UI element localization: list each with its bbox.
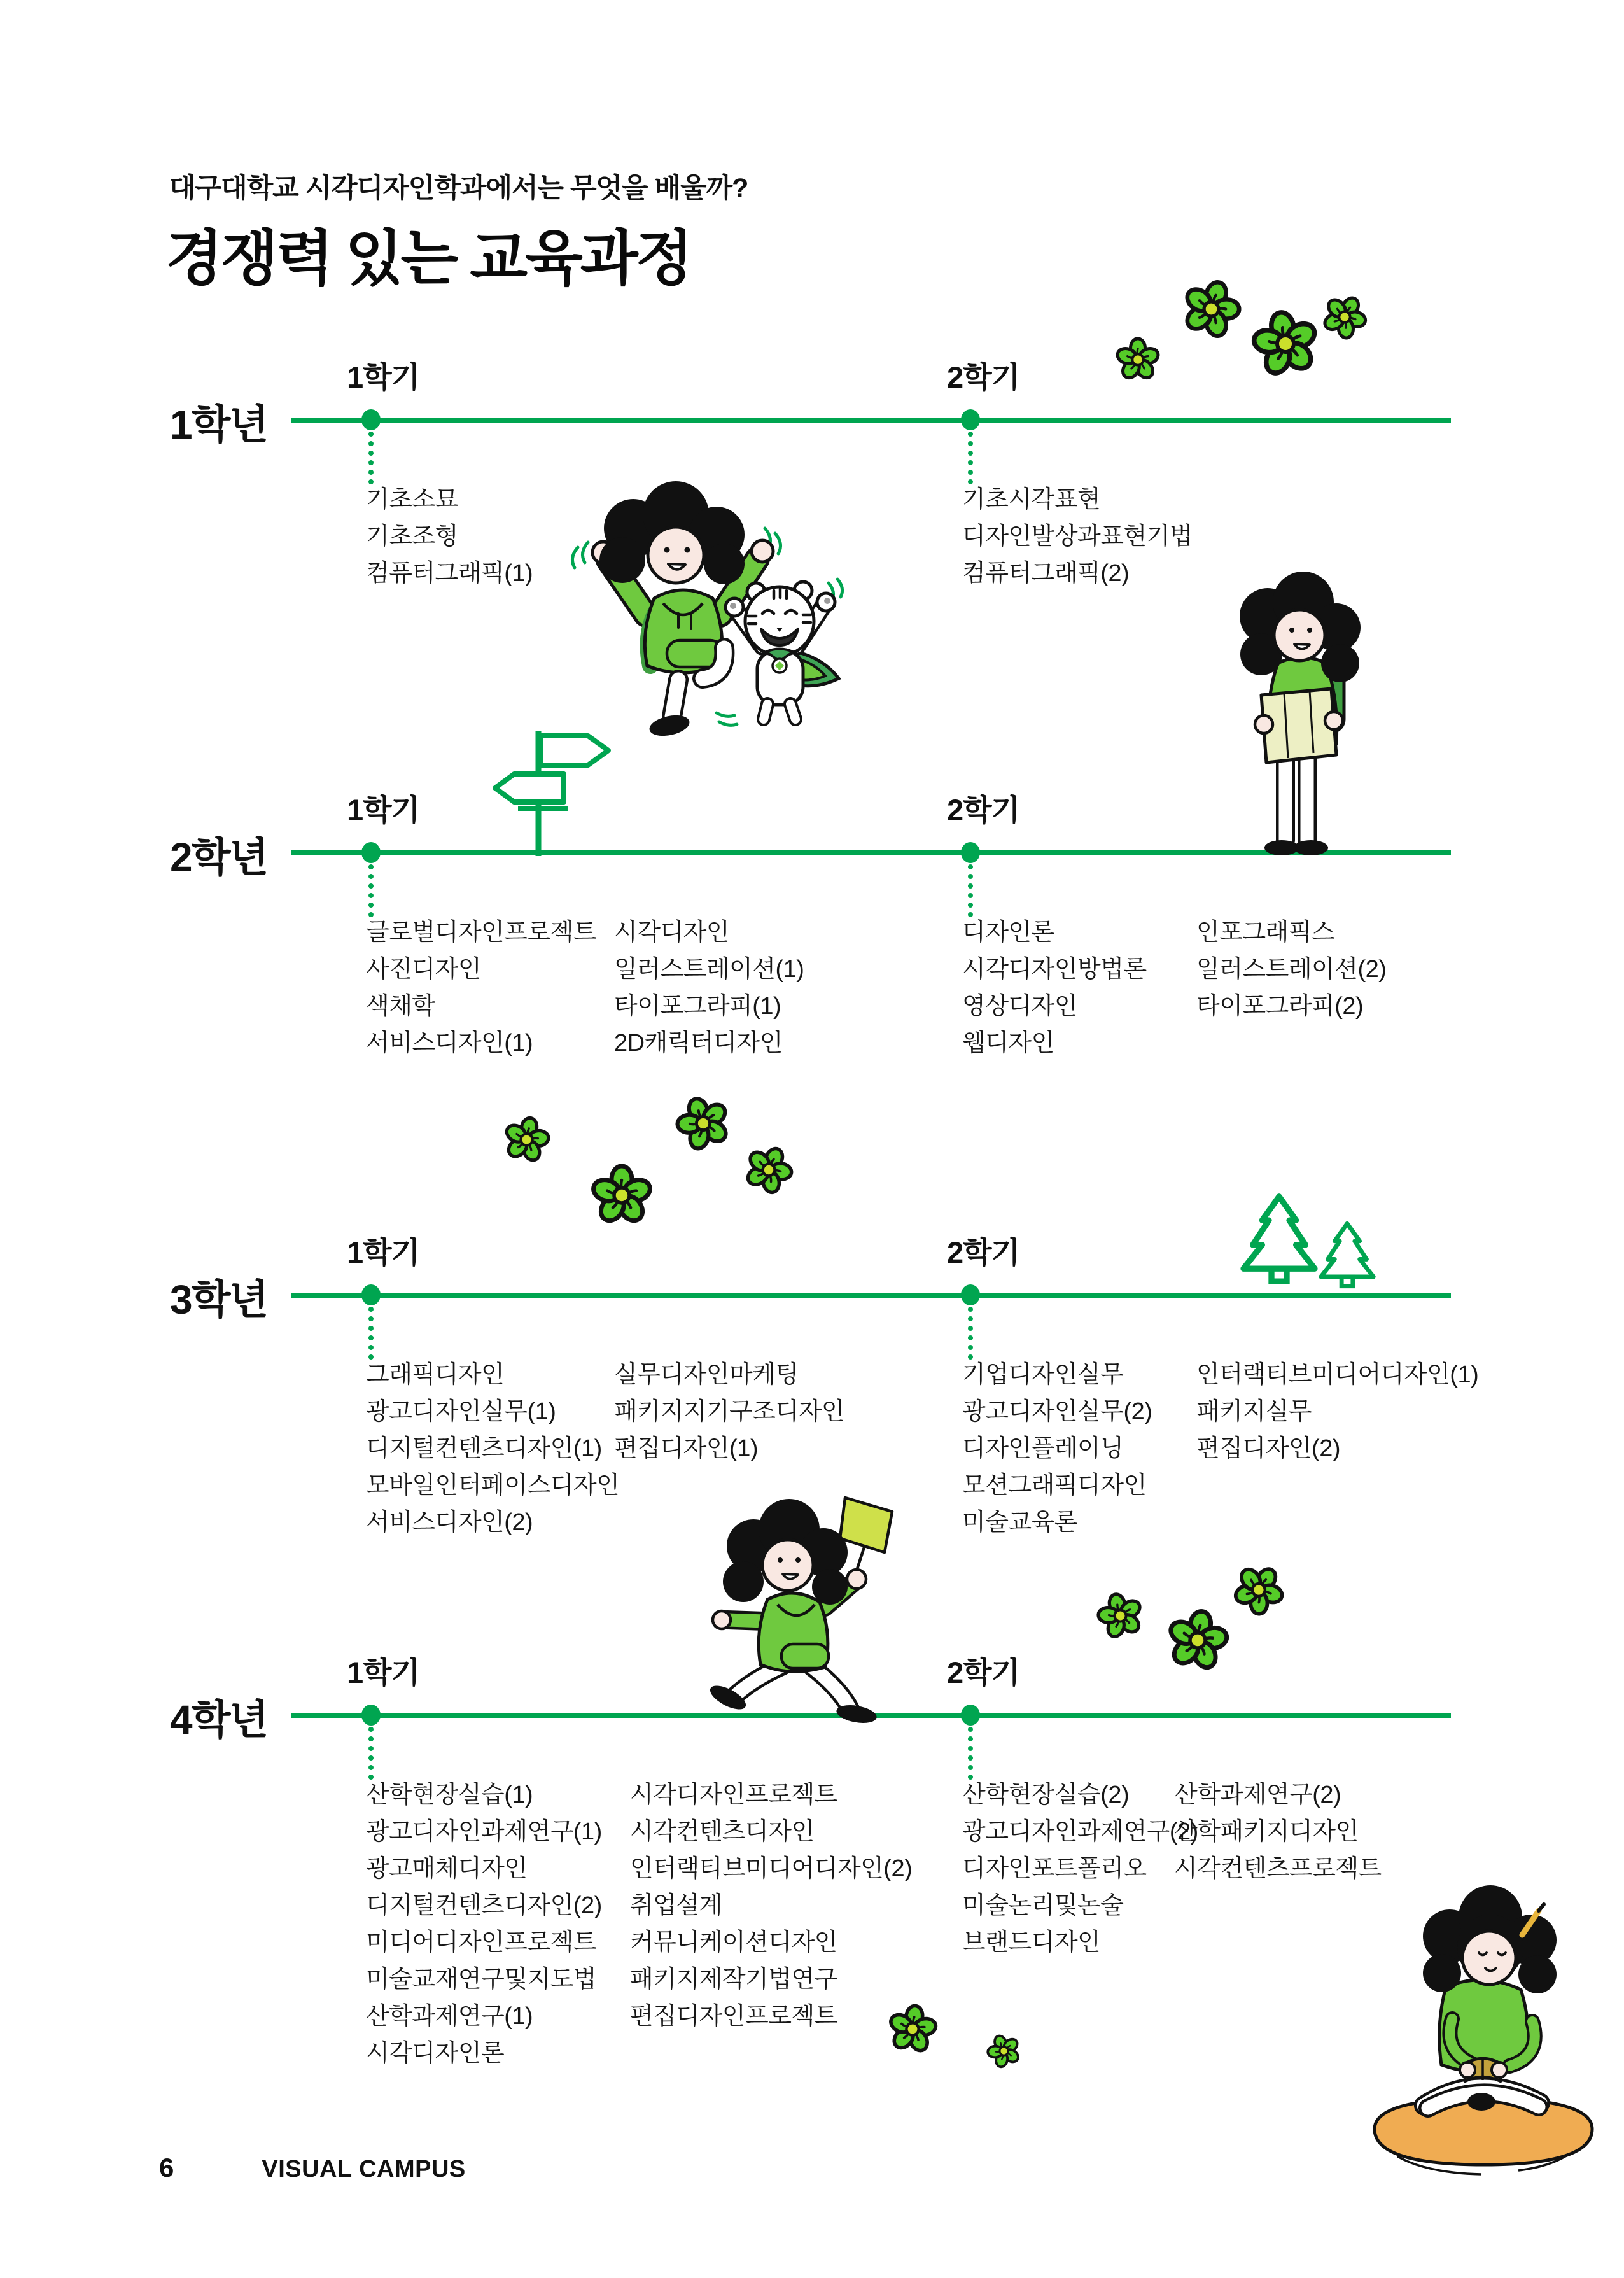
course-list (614, 914, 804, 1062)
tiger-mascot (725, 582, 839, 719)
semester-label: 2학기 (947, 360, 1019, 394)
course-item: 디자인플레이닝 (962, 1435, 1124, 1462)
course-item: 시각컨텐츠프로젝트 (1174, 1855, 1382, 1882)
course-list (962, 1776, 1198, 1961)
course-item: 광고디자인과제연구(2) (962, 1818, 1198, 1845)
timeline-dot (961, 409, 980, 430)
flower-icon (498, 1111, 555, 1168)
dotted-connector (368, 1727, 374, 1780)
flower-icon (981, 2028, 1027, 2074)
course-item: 기초시각표현 (962, 486, 1101, 513)
student-jumping-illustration (566, 489, 840, 737)
course-list (1196, 914, 1386, 1025)
course-item: 색채학 (366, 993, 435, 1020)
timeline-dot (361, 1705, 381, 1726)
timeline-dot (361, 409, 381, 430)
course-item: 컴퓨터그래픽(1) (366, 560, 533, 587)
signpost-icon (477, 726, 617, 856)
course-item: 서비스디자인(2) (366, 1509, 533, 1536)
course-list (1196, 1356, 1478, 1467)
course-list (962, 1356, 1152, 1541)
course-item: 패키지지기구조디자인 (614, 1398, 845, 1425)
course-item: 광고디자인과제연구(1) (366, 1818, 602, 1845)
dotted-connector (368, 1307, 374, 1360)
course-item: 패키지제작기법연구 (630, 1966, 837, 1993)
map-student-illustration (1222, 573, 1368, 856)
course-item: 디지털컨텐츠디자인(1) (366, 1435, 602, 1462)
flower-icon (1115, 337, 1161, 383)
flower-icon (668, 1088, 739, 1160)
course-item: 타이포그라피(2) (1196, 993, 1364, 1020)
course-item: 디자인론 (962, 919, 1054, 946)
timeline-dot (361, 1284, 381, 1305)
course-item: 모바일인터페이스디자인 (366, 1472, 620, 1499)
course-item: 미술교육론 (962, 1509, 1078, 1536)
course-item: 인터랙티브미디어디자인(2) (630, 1855, 913, 1882)
semester-label: 2학기 (947, 1656, 1019, 1689)
course-item: 편집디자인(2) (1196, 1435, 1340, 1462)
flower-icon (1091, 1587, 1150, 1645)
timeline-dot (361, 842, 381, 863)
magazine-title: VISUAL CAMPUS (262, 2156, 466, 2183)
page-subtitle: 대구대학교 시각디자인학과에서는 무엇을 배울까? (169, 173, 748, 204)
course-item: 실무디자인마케팅 (614, 1361, 799, 1388)
semester-label: 2학기 (947, 1235, 1019, 1269)
course-item: 시각디자인프로젝트 (630, 1782, 837, 1808)
year-label: 1학년 (170, 402, 268, 447)
dotted-connector (968, 1727, 973, 1780)
timeline-dot (961, 842, 980, 863)
course-item: 산학과제연구(2) (1174, 1782, 1341, 1808)
flag-student-illustration (706, 1493, 897, 1722)
course-list (630, 1776, 912, 2035)
dotted-connector (968, 1307, 973, 1360)
page-title: 경쟁력 있는 교육과정 (165, 225, 691, 292)
course-item: 타이포그라피(1) (614, 993, 781, 1020)
course-item: 광고디자인실무(2) (962, 1398, 1152, 1425)
flower-icon (1245, 304, 1325, 383)
year-label: 4학년 (170, 1697, 268, 1743)
course-item: 기초조형 (366, 523, 458, 550)
course-list (366, 914, 596, 1062)
course-item: 기초소묘 (366, 486, 458, 513)
course-item: 산학현장실습(2) (962, 1782, 1130, 1808)
course-item: 시각디자인 (614, 919, 730, 946)
timeline (291, 418, 1451, 423)
course-item: 광고디자인실무(1) (366, 1398, 556, 1425)
course-item: 편집디자인(1) (614, 1435, 758, 1462)
footer (159, 2153, 466, 2183)
flower-icon (884, 2000, 941, 2058)
flower-icon (1173, 271, 1250, 348)
course-item: 시각컨텐츠디자인 (630, 1818, 815, 1845)
timeline-dot (961, 1705, 980, 1726)
semester-label: 1학기 (347, 1235, 419, 1269)
dotted-connector (368, 432, 374, 484)
year-label: 2학년 (170, 834, 268, 880)
course-item: 인포그래픽스 (1196, 919, 1335, 946)
course-item: 브랜드디자인 (962, 1929, 1101, 1956)
course-item: 미술교재연구및지도법 (366, 1966, 597, 1993)
course-item: 광고매체디자인 (366, 1855, 528, 1882)
semester-label: 1학기 (347, 1656, 419, 1689)
course-list (366, 481, 533, 592)
course-item: 시각디자인론 (366, 2040, 505, 2067)
course-item: 그래픽디자인 (366, 1361, 505, 1388)
course-list (614, 1356, 844, 1467)
semester-label: 1학기 (347, 360, 419, 394)
course-item: 산학현장실습(1) (366, 1782, 533, 1808)
flower-icon (1313, 286, 1376, 348)
course-item: 모션그래픽디자인 (962, 1472, 1147, 1499)
course-item: 사진디자인 (366, 956, 482, 983)
course-item: 편집디자인프로젝트 (630, 2003, 837, 2030)
course-item: 영상디자인 (962, 993, 1078, 1020)
course-item: 시각디자인방법론 (962, 956, 1147, 983)
course-item: 2D캐릭터디자인 (614, 1030, 783, 1057)
dotted-connector (368, 864, 374, 917)
course-list (1174, 1776, 1382, 1887)
course-item: 웹디자인 (962, 1030, 1054, 1057)
course-list (962, 481, 1193, 592)
course-item: 산학패키지디자인 (1174, 1818, 1359, 1845)
course-item: 미디어디자인프로젝트 (366, 1929, 597, 1956)
reading-student-illustration (1349, 1884, 1616, 2183)
page-number: 6 (159, 2153, 174, 2183)
year-label: 3학년 (170, 1277, 268, 1323)
dotted-connector (968, 432, 973, 484)
dotted-connector (968, 864, 973, 917)
semester-label: 2학기 (947, 793, 1019, 827)
course-item: 산학과제연구(1) (366, 2003, 533, 2030)
course-item: 인터랙티브미디어디자인(1) (1196, 1361, 1479, 1388)
course-item: 디자인포트폴리오 (962, 1855, 1147, 1882)
course-item: 서비스디자인(1) (366, 1030, 533, 1057)
flower-icon (736, 1137, 802, 1203)
course-item: 기업디자인실무 (962, 1361, 1124, 1388)
course-list (962, 914, 1147, 1062)
course-item: 일러스트레이션(2) (1196, 956, 1387, 983)
course-item: 글로벌디자인프로젝트 (366, 919, 597, 946)
course-item: 디자인발상과표현기법 (962, 523, 1193, 550)
course-item: 커뮤니케이션디자인 (630, 1929, 837, 1956)
course-item: 일러스트레이션(1) (614, 956, 804, 983)
course-item: 취업설계 (630, 1892, 722, 1919)
pine-tree-icon (1228, 1179, 1387, 1295)
semester-label: 1학기 (347, 793, 419, 827)
course-item: 컴퓨터그래픽(2) (962, 560, 1130, 587)
course-item: 디지털컨텐츠디자인(2) (366, 1892, 602, 1919)
course-list (366, 1776, 602, 2072)
flower-icon (1161, 1603, 1235, 1677)
course-list (366, 1356, 619, 1541)
timeline-dot (961, 1284, 980, 1305)
course-item: 패키지실무 (1196, 1398, 1312, 1425)
course-item: 미술논리및논술 (962, 1892, 1124, 1919)
flower-icon (590, 1164, 654, 1227)
